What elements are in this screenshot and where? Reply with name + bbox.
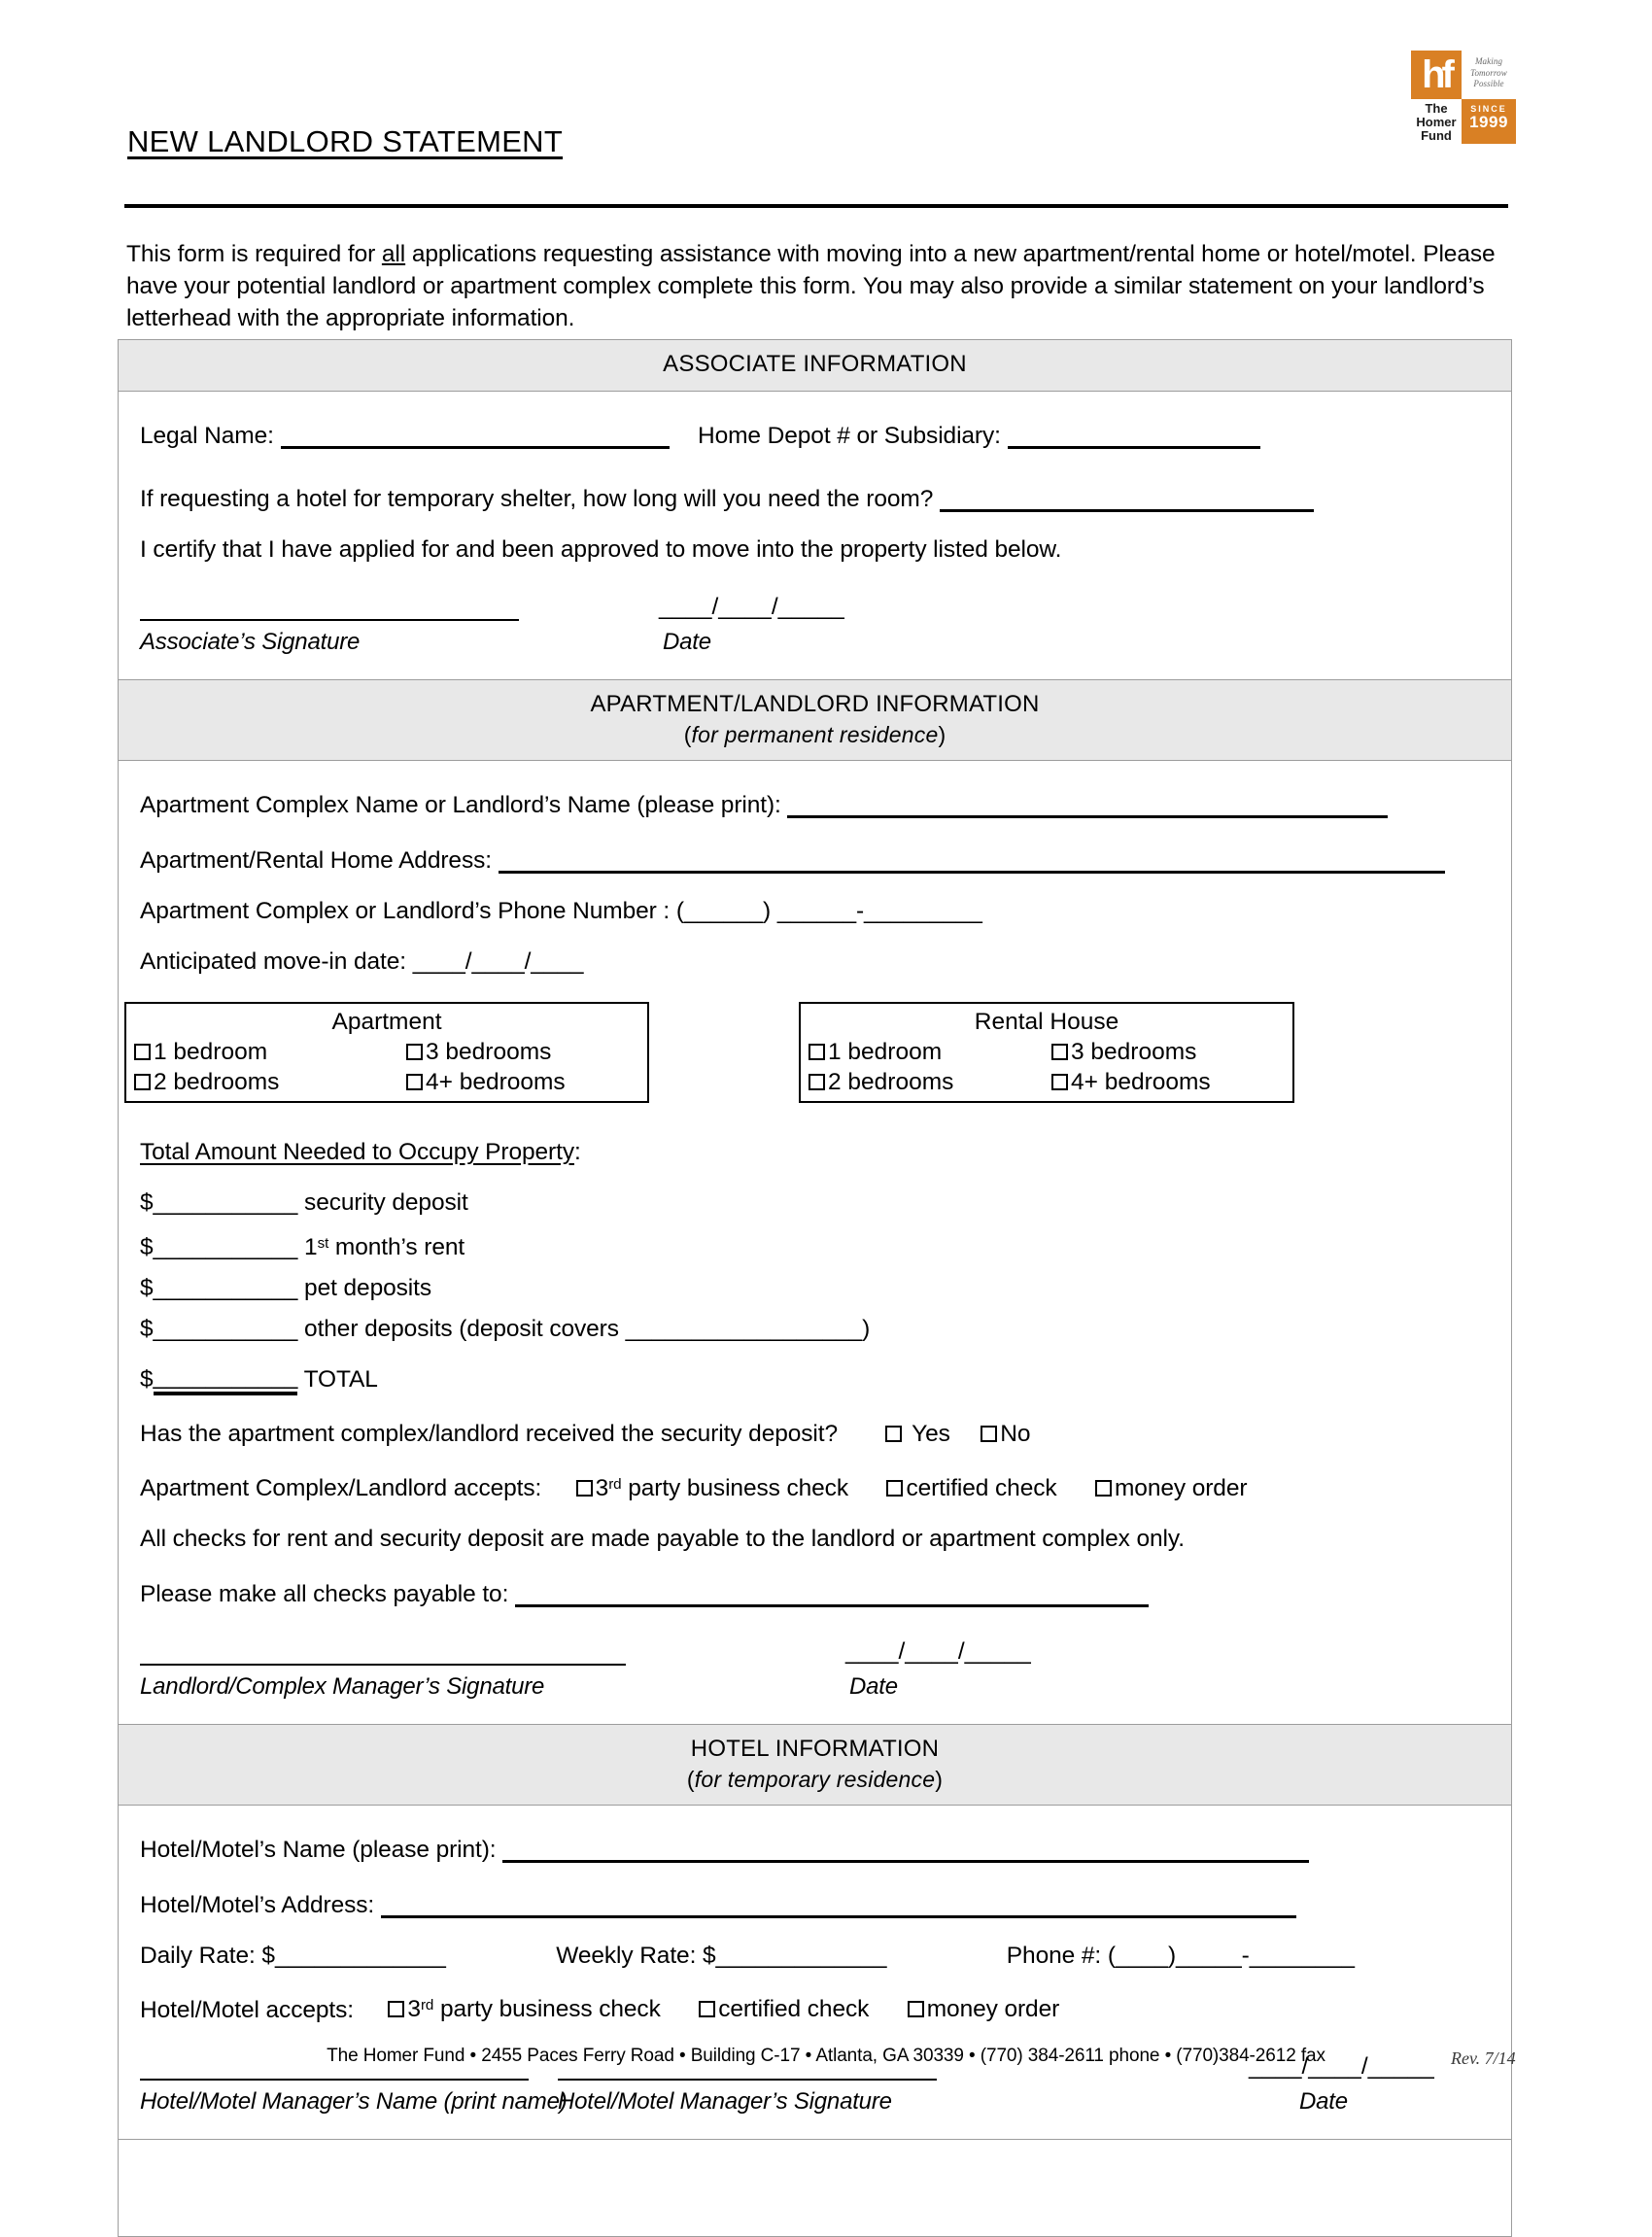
rental-house-box-options-row1: [801, 1037, 1292, 1067]
other-deposits-input[interactable]: ___________: [153, 1315, 298, 1342]
security-deposit-input[interactable]: ___________: [153, 1189, 298, 1216]
payable-to-label: Please make all checks payable to:: [140, 1580, 509, 1607]
security-deposit-received-row: [119, 1420, 1511, 1449]
intro-part1: This form is required for: [126, 241, 382, 267]
hotel-subheader-close: ): [935, 1766, 944, 1792]
checkbox-icon[interactable]: [134, 1074, 151, 1090]
third-party-ordinal-number: 3: [595, 1474, 609, 1501]
certify-row: I certify that I have applied for and been approved to move into the property listed below.: [140, 536, 1062, 563]
rental-house-bedroom-box: [799, 1002, 1294, 1103]
logo-tagline-line3: Possible: [1473, 79, 1504, 88]
apartment-header-row: [119, 680, 1512, 761]
logo-since-cell: [1462, 99, 1516, 144]
complex-name-label: Apartment Complex Name or Landlord’s Name (please print):: [140, 792, 781, 818]
rental-house-option-1-bedroom[interactable]: [809, 1037, 1051, 1067]
footer-revision: Rev. 7/14: [1451, 2048, 1516, 2068]
movein-date-row: [119, 947, 1511, 977]
amount-total-row: [119, 1362, 1511, 1398]
certified-check-label: certified check: [718, 1996, 870, 2023]
checkbox-icon[interactable]: [699, 2001, 715, 2017]
hotel-manager-name-label-suffix: (print name): [437, 2088, 568, 2116]
hotel-date-input[interactable]: ____/____/_____: [1249, 2053, 1434, 2081]
home-depot-input[interactable]: [1008, 417, 1260, 449]
checkbox-icon[interactable]: [1051, 1044, 1068, 1060]
security-deposit-received-no-label: No: [1000, 1420, 1031, 1447]
landlord-date-label: Date: [849, 1672, 898, 1700]
apartment-option-2-bedrooms-label: 2 bedrooms: [154, 1069, 280, 1095]
apartment-box-title: Apartment: [331, 1009, 442, 1035]
hotel-manager-signature-line[interactable]: [558, 2079, 937, 2081]
logo-name-line1: The: [1425, 101, 1448, 116]
checkbox-icon[interactable]: [388, 2001, 404, 2017]
apartment-accepts-certified-check[interactable]: [886, 1475, 1056, 1501]
apartment-option-2-bedrooms[interactable]: [134, 1067, 406, 1097]
hotel-manager-name-label: [140, 2088, 568, 2116]
apartment-accepts-row: [119, 1470, 1511, 1503]
amount-currency: $: [140, 1233, 154, 1260]
associate-date-label: Date: [663, 629, 711, 655]
apartment-subheader-em: for permanent residence: [691, 722, 939, 747]
first-month-ordinal-number: 1: [304, 1233, 318, 1260]
logo-monogram-cell: [1411, 51, 1462, 99]
amount-pet-deposits-row: [119, 1274, 1511, 1303]
apartment-accepts-label: Apartment Complex/Landlord accepts:: [140, 1474, 542, 1501]
hotel-subheader-em: for temporary residence: [694, 1766, 936, 1792]
weekly-rate-input[interactable]: _____________: [715, 1942, 887, 1969]
hotel-duration-label: If requesting a hotel for temporary shelter, how long will you need the room?: [140, 486, 934, 512]
security-deposit-received-yes[interactable]: [885, 1421, 949, 1447]
third-party-check-label: party business check: [433, 1996, 661, 2023]
rental-house-box-title: Rental House: [974, 1009, 1119, 1035]
hotel-section-body: [119, 1805, 1512, 2140]
footer-spacer-cell: [119, 2140, 1512, 2237]
complex-name-input[interactable]: [787, 786, 1388, 818]
pet-deposits-label: pet deposits: [304, 1274, 431, 1301]
total-needed-heading: Total Amount Needed to Occupy Property: [140, 1139, 574, 1165]
checkbox-icon[interactable]: [886, 1480, 903, 1497]
apartment-option-3-bedrooms-label: 3 bedrooms: [426, 1039, 552, 1065]
logo-since: [1462, 99, 1516, 131]
hotel-section-subheader: [122, 1765, 1507, 1794]
checkbox-icon[interactable]: [134, 1044, 151, 1060]
other-deposits-label: other deposits (deposit covers: [304, 1315, 626, 1342]
rental-house-option-1-bedroom-label: 1 bedroom: [828, 1039, 943, 1065]
landlord-signature-row: [119, 1637, 1511, 1714]
apartment-option-4plus-bedrooms[interactable]: [406, 1067, 566, 1097]
hotel-address-input[interactable]: [381, 1886, 1296, 1918]
amount-first-month-rent-row: [119, 1229, 1511, 1262]
associate-header-row: [119, 340, 1512, 392]
hotel-accepts-money-order[interactable]: [908, 1996, 1059, 2022]
rental-house-option-2-bedrooms[interactable]: [809, 1067, 1051, 1097]
apartment-section-header-title: APARTMENT/LANDLORD INFORMATION: [590, 691, 1040, 717]
hotel-accepts-certified-check[interactable]: [699, 1996, 869, 2022]
checkbox-icon[interactable]: [406, 1044, 423, 1060]
apartment-accepts-third-party-check[interactable]: [576, 1475, 848, 1501]
total-amount-label: TOTAL: [303, 1365, 378, 1393]
checkbox-icon[interactable]: [885, 1426, 902, 1442]
hotel-duration-input[interactable]: [940, 480, 1314, 512]
weekly-rate-label: Weekly Rate: $: [556, 1942, 716, 1969]
associate-signature-row: [119, 594, 1511, 670]
apartment-accepts-money-order[interactable]: [1095, 1475, 1247, 1501]
landlord-phone-label: Apartment Complex or Landlord’s Phone Number :: [140, 898, 671, 924]
checkbox-icon[interactable]: [809, 1074, 825, 1090]
apartment-subheader-open: (: [683, 722, 692, 747]
other-deposits-label-end: ): [862, 1315, 871, 1342]
checkbox-icon[interactable]: [809, 1044, 825, 1060]
complex-name-row: [119, 786, 1511, 820]
hotel-date-label: Date: [1299, 2088, 1348, 2116]
daily-rate-label: Daily Rate: $: [140, 1942, 275, 1969]
apartment-section-subheader: [122, 720, 1507, 749]
apartment-subheader-close: ): [938, 722, 946, 747]
total-needed-heading-row: [119, 1138, 1511, 1167]
third-party-check-label: party business check: [621, 1474, 848, 1501]
intro-emphasis-all: all: [381, 241, 406, 267]
home-depot-label: Home Depot # or Subsidiary:: [697, 423, 1001, 449]
hotel-manager-signature-label: Hotel/Motel Manager’s Signature: [558, 2088, 892, 2116]
hotel-body-row: [119, 1805, 1512, 2140]
rental-house-box-options-row2: [801, 1067, 1292, 1097]
amount-currency: $: [140, 1315, 154, 1342]
hotel-subheader-open: (: [686, 1766, 695, 1792]
hotel-accepts-row: [119, 1992, 1511, 2025]
landlord-signature-label: Landlord/Complex Manager’s Signature: [140, 1672, 545, 1700]
hotel-address-label: Hotel/Motel’s Address:: [140, 1891, 375, 1918]
third-party-ordinal-suffix: rd: [420, 1997, 434, 2014]
checkbox-icon[interactable]: [406, 1074, 423, 1090]
apartment-bedroom-box: [124, 1002, 649, 1103]
movein-date-label: Anticipated move-in date:: [140, 948, 406, 975]
hotel-phone-label: Phone #:: [1006, 1942, 1102, 1969]
hotel-name-input[interactable]: [502, 1831, 1309, 1863]
hotel-accepts-third-party-check[interactable]: [388, 1996, 660, 2022]
daily-rate-input[interactable]: _____________: [274, 1942, 446, 1969]
logo-tagline-cell: [1462, 51, 1516, 99]
apartment-option-3-bedrooms[interactable]: [406, 1037, 551, 1067]
movein-date-input[interactable]: ____/____/____: [412, 948, 584, 975]
logo-name-line3: Fund: [1421, 128, 1452, 143]
hotel-header-row: [119, 1724, 1512, 1805]
landlord-phone-row: [119, 897, 1511, 926]
legal-name-label: Legal Name:: [140, 423, 274, 449]
landlord-phone-input[interactable]: (______) ______-_________: [675, 898, 982, 924]
certified-check-label: certified check: [906, 1474, 1057, 1501]
apartment-option-1-bedroom[interactable]: [134, 1037, 406, 1067]
rental-house-option-3-bedrooms-label: 3 bedrooms: [1071, 1039, 1197, 1065]
hotel-manager-name-label-text: Hotel/Motel Manager’s Name: [140, 2088, 438, 2116]
first-month-ordinal-suffix: st: [317, 1235, 329, 1252]
rental-address-label: Apartment/Rental Home Address:: [140, 847, 492, 874]
checkbox-icon[interactable]: [576, 1480, 593, 1497]
apartment-box-options-row2: [126, 1067, 647, 1097]
landlord-date-input[interactable]: ____/____/_____: [845, 1637, 1031, 1665]
rental-house-option-4plus-bedrooms-label: 4+ bedrooms: [1071, 1069, 1211, 1095]
hotel-section-header: [119, 1724, 1512, 1805]
first-month-rent-input[interactable]: ___________: [153, 1233, 298, 1260]
amount-currency: $: [140, 1365, 154, 1393]
apartment-section-body: [119, 761, 1512, 1725]
security-deposit-label: security deposit: [304, 1189, 468, 1216]
apartment-body-row: [119, 761, 1512, 1725]
logo-tagline-line1: Making: [1474, 56, 1503, 66]
logo-tagline-line2: Tomorrow: [1470, 67, 1507, 78]
security-deposit-received-no[interactable]: [981, 1421, 1030, 1447]
apartment-option-4plus-bedrooms-label: 4+ bedrooms: [426, 1069, 566, 1095]
total-amount-input[interactable]: ___________: [154, 1362, 298, 1395]
hotel-duration-row: [119, 480, 1511, 514]
landlord-signature-line[interactable]: [140, 1664, 626, 1666]
total-needed-colon: :: [573, 1139, 581, 1165]
amount-currency: $: [140, 1274, 154, 1301]
page-title: NEW LANDLORD STATEMENT: [127, 124, 564, 158]
logo-since-year: 1999: [1469, 113, 1508, 131]
hotel-phone-input[interactable]: (____)_____-________: [1107, 1942, 1355, 1969]
legal-name-input[interactable]: [281, 417, 670, 449]
hotel-rates-row: [119, 1942, 1511, 1971]
checkbox-icon[interactable]: [1095, 1480, 1112, 1497]
first-month-rent-text: month’s rent: [328, 1233, 465, 1260]
bedroom-selection-area: [119, 1002, 1511, 1103]
hotel-accepts-label: Hotel/Motel accepts:: [140, 1996, 354, 2023]
rental-house-option-3-bedrooms[interactable]: [1051, 1037, 1196, 1067]
checkbox-icon[interactable]: [1051, 1074, 1068, 1090]
payable-to-row: [119, 1575, 1511, 1609]
checkbox-icon[interactable]: [981, 1426, 997, 1442]
hotel-manager-name-line[interactable]: [140, 2079, 529, 2081]
homer-fund-logo: [1411, 51, 1516, 144]
security-deposit-received-yes-label: Yes: [912, 1420, 950, 1447]
logo-since-label: SINCE: [1470, 104, 1507, 114]
payable-note-row: All checks for rent and security deposit are made payable to the landlord or apartment complex only.: [140, 1525, 1185, 1552]
footer-contact-line: The Homer Fund • 2455 Paces Ferry Road • Building C-17 • Atlanta, GA 30339 • (770) 384-2611 phone • (770)384-2612 fax: [327, 2046, 1325, 2066]
payable-to-input[interactable]: [515, 1575, 1149, 1607]
associate-body-row: [119, 392, 1512, 680]
third-party-ordinal-suffix: rd: [608, 1475, 622, 1493]
pet-deposits-input[interactable]: ___________: [153, 1274, 298, 1301]
amount-other-deposits-row: [119, 1315, 1511, 1344]
associate-signature-line[interactable]: [140, 619, 519, 621]
rental-address-row: [119, 842, 1511, 876]
money-order-label: money order: [1114, 1474, 1248, 1501]
hotel-section-header-title: HOTEL INFORMATION: [690, 1735, 940, 1762]
title-divider: [124, 204, 1508, 208]
associate-signature-label: Associate’s Signature: [140, 629, 361, 655]
associate-section-header: ASSOCIATE INFORMATION: [119, 340, 1512, 392]
first-month-rent-label: [304, 1234, 465, 1260]
logo-name-cell: [1411, 99, 1462, 144]
rental-address-input[interactable]: [499, 842, 1445, 874]
checkbox-icon[interactable]: [908, 2001, 924, 2017]
rental-house-option-4plus-bedrooms[interactable]: [1051, 1067, 1211, 1097]
logo-monogram: hf: [1422, 53, 1451, 96]
rental-house-option-2-bedrooms-label: 2 bedrooms: [828, 1069, 954, 1095]
hotel-address-row: [119, 1886, 1511, 1920]
intro-part2: applications requesting assistance with moving into a new apartment/rental home or hotel/motel. Please have your potential landlord or apartment complex complete this form. You may also provide a similar statement on your landlord’s letterhead with the appropriate information.: [126, 241, 1496, 331]
associate-date-input[interactable]: ____/____/_____: [659, 594, 844, 620]
apartment-box-options-row1: [126, 1037, 647, 1067]
money-order-label: money order: [926, 1996, 1060, 2023]
apartment-option-1-bedroom-label: 1 bedroom: [154, 1039, 268, 1065]
amount-currency: $: [140, 1189, 154, 1216]
security-deposit-received-question: Has the apartment complex/landlord received the security deposit?: [140, 1420, 838, 1447]
landlord-statement-form: [118, 339, 1512, 2237]
hotel-name-label: Hotel/Motel’s Name (please print):: [140, 1836, 497, 1863]
legal-name-row: [119, 417, 1511, 451]
associate-section-body: [119, 392, 1512, 680]
hotel-name-row: [119, 1831, 1511, 1865]
intro-paragraph: [126, 238, 1511, 334]
third-party-ordinal-number: 3: [407, 1996, 421, 2023]
logo-name: [1411, 99, 1462, 143]
amount-security-deposit-row: [119, 1188, 1511, 1218]
apartment-section-header: [119, 680, 1512, 761]
logo-name-line2: Homer: [1416, 115, 1457, 129]
logo-tagline: [1462, 51, 1516, 90]
footer-spacer-row: [119, 2140, 1512, 2237]
other-deposits-covers-input[interactable]: __________________: [625, 1315, 863, 1342]
